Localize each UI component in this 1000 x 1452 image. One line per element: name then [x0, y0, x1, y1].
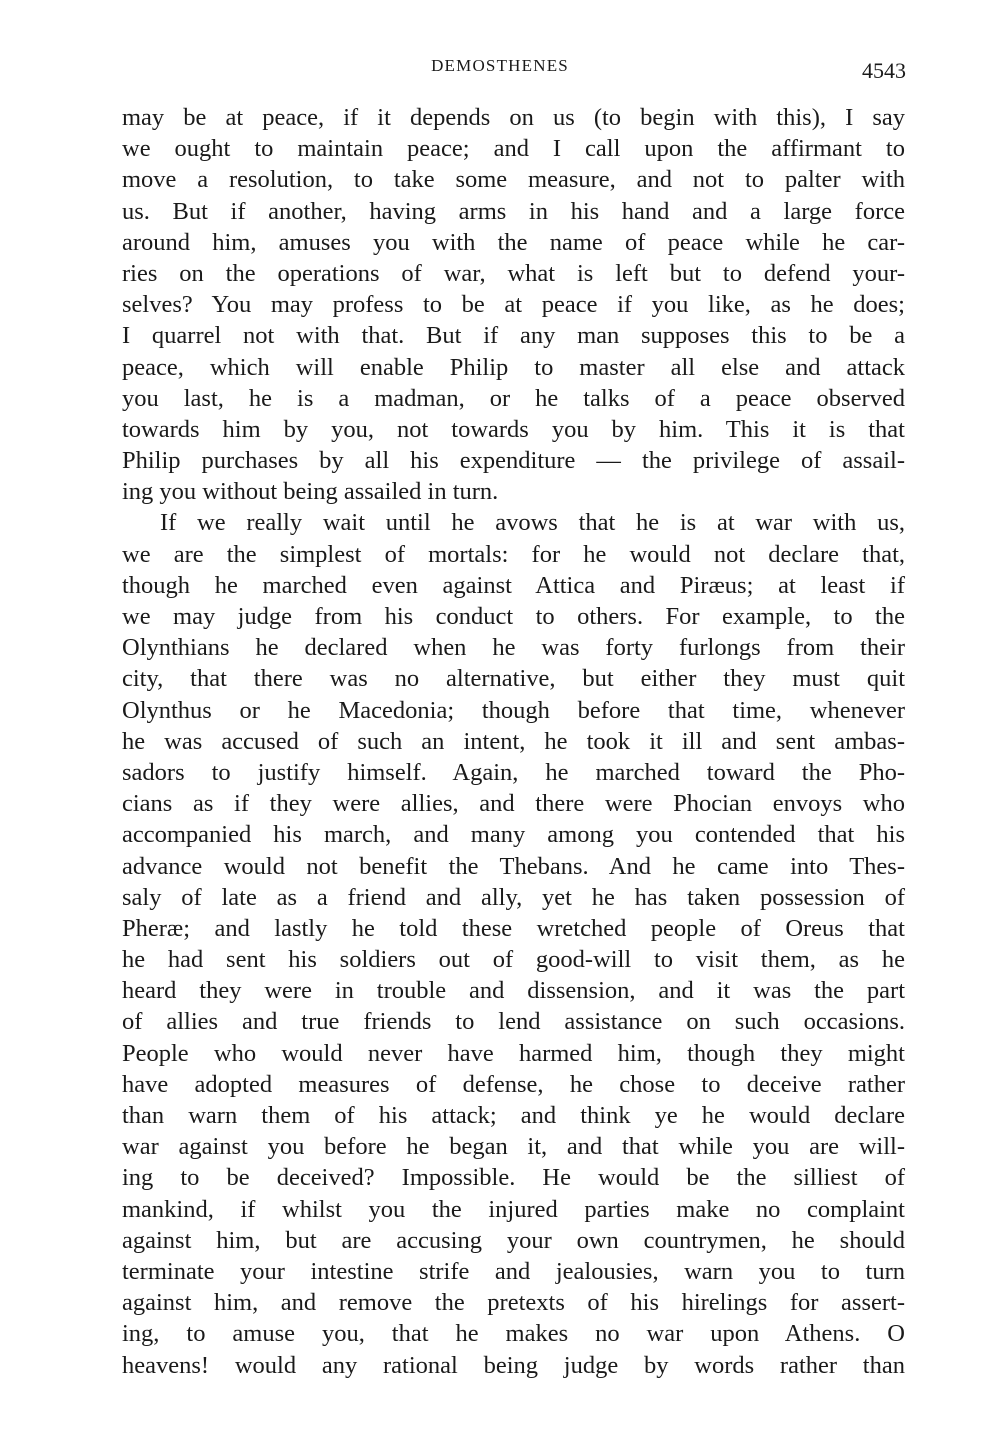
text-line: Olynthians he declared when he was forty furlongs from their — [122, 634, 905, 662]
text-line: against him, and remove the pretexts of his hirelings for assert- — [122, 1289, 905, 1317]
page-header — [0, 54, 1000, 84]
text-line: of allies and true friends to lend assistance on such occasions. — [122, 1008, 905, 1036]
text-line: accompanied his march, and many among you contended that his — [122, 821, 905, 849]
text-line: war against you before he began it, and that while you are will- — [122, 1133, 905, 1161]
body-text — [122, 102, 905, 1381]
text-line: Olynthus or he Macedonia; though before that time, whenever — [122, 696, 905, 724]
text-line: peace, which will enable Philip to master all else and attack — [122, 353, 905, 381]
text-line: mankind, if whilst you the injured parties make no complaint — [122, 1195, 905, 1223]
text-line: we are the simplest of mortals: for he would not declare that, — [122, 540, 905, 568]
text-line: though he marched even against Attica and Piræus; at least if — [122, 571, 905, 599]
text-line: heard they were in trouble and dissension, and it was the part — [122, 977, 905, 1005]
text-line: move a resolution, to take some measure, and not to palter with — [122, 166, 905, 194]
text-line: us. But if another, having arms in his hand and a large force — [122, 197, 905, 225]
text-line: we may judge from his conduct to others. For example, to the — [122, 603, 905, 630]
text-line: he had sent his soldiers out of good-will to visit them, as he — [122, 946, 905, 974]
text-line: ries on the operations of war, what is left but to defend your- — [122, 259, 905, 287]
running-title: DEMOSTHENES — [431, 56, 569, 75]
text-line: around him, amuses you with the name of peace while he car- — [122, 228, 905, 256]
text-line: People who would never have harmed him, though they might — [122, 1039, 905, 1067]
text-line: saly of late as a friend and ally, yet he has taken possession of — [122, 883, 905, 911]
text-line: Philip purchases by all his expenditure — the privilege of assail- — [122, 447, 905, 475]
text-line: may be at peace, if it depends on us (to begin with this), I say — [122, 104, 905, 131]
text-line: advance would not benefit the Thebans. And he came into Thes- — [122, 852, 905, 880]
text-line: terminate your intestine strife and jealousies, warn you to turn — [122, 1257, 905, 1285]
text-line: cians as if they were allies, and there were Phocian envoys who — [122, 790, 905, 818]
text-line: Pheræ; and lastly he told these wretched people of Oreus that — [122, 914, 905, 942]
text-line: have adopted measures of defense, he chose to deceive rather — [122, 1070, 905, 1098]
text-line: ing to be deceived? Impossible. He would be the silliest of — [122, 1164, 905, 1192]
text-line: we ought to maintain peace; and I call upon the affirmant to — [122, 135, 905, 163]
text-line: towards him by you, not towards you by him. This it is that — [122, 415, 905, 443]
text-line: If we really wait until he avows that he is at war with us, — [160, 509, 905, 537]
text-line: I quarrel not with that. But if any man supposes this to be a — [122, 322, 905, 350]
paragraph — [122, 507, 905, 1380]
text-line: sadors to justify himself. Again, he marched toward the Pho- — [122, 758, 905, 786]
text-line: he was accused of such an intent, he took it ill and sent ambas- — [122, 727, 905, 755]
text-line: selves? You may profess to be at peace if you like, as he does; — [122, 291, 905, 319]
text-line: ing you without being assailed in turn. — [122, 478, 499, 506]
page-number: 4543 — [862, 58, 906, 83]
text-line: ing, to amuse you, that he makes no war upon Athens. O — [122, 1320, 905, 1348]
text-line: than warn them of his attack; and think ye he would declare — [122, 1102, 905, 1129]
text-line: heavens! would any rational being judge by words rather than — [122, 1351, 905, 1379]
text-line: you last, he is a madman, or he talks of a peace observed — [122, 384, 905, 412]
text-line: city, that there was no alternative, but either they must quit — [122, 665, 905, 693]
paragraph — [122, 102, 905, 507]
text-line: against him, but are accusing your own countrymen, he should — [122, 1226, 905, 1254]
